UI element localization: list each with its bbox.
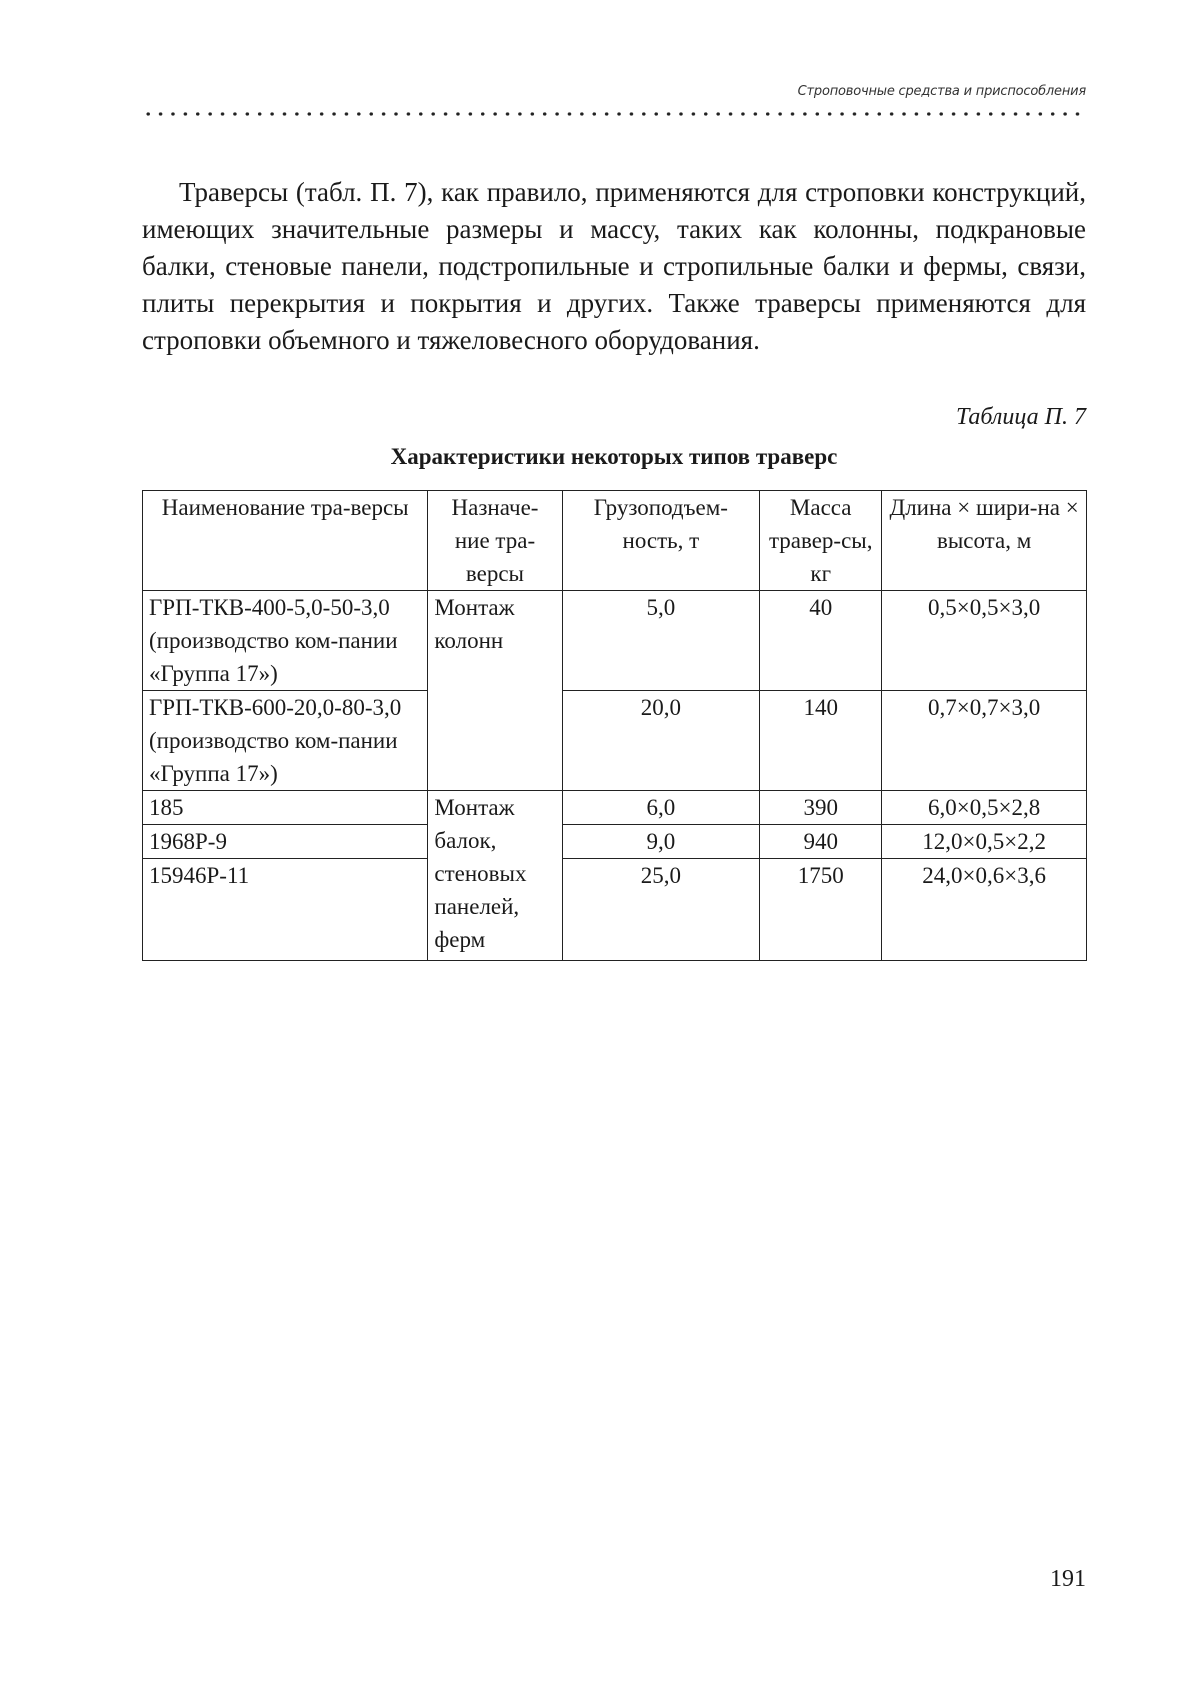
cell-dims: 6,0×0,5×2,8 — [882, 791, 1087, 825]
cell-dims: 0,5×0,5×3,0 — [882, 591, 1087, 691]
cell-name: 185 — [143, 791, 428, 825]
cell-mass: 40 — [760, 591, 882, 691]
cell-name: 1968Р-9 — [143, 825, 428, 859]
cell-name: ГРП-ТКВ-400-5,0-50-3,0 (производство ком-пании «Группа 17») — [143, 591, 428, 691]
cell-mass: 140 — [760, 691, 882, 791]
table-header-row — [143, 491, 1087, 591]
cell-mass: 390 — [760, 791, 882, 825]
cell-mass: 940 — [760, 825, 882, 859]
page-number: 191 — [1050, 1566, 1086, 1592]
cell-load: 6,0 — [562, 791, 760, 825]
cell-dims: 0,7×0,7×3,0 — [882, 691, 1087, 791]
header-mass: Масса травер-сы, кг — [760, 491, 882, 591]
header-load-capacity: Грузоподъем-ность, т — [562, 491, 760, 591]
running-head: Строповочные средства и приспособления — [797, 84, 1086, 99]
cell-purpose: Монтаж балок, стеновых панелей, ферм — [428, 791, 562, 961]
traverse-table — [142, 490, 1087, 961]
cell-load: 9,0 — [562, 825, 760, 859]
cell-load: 20,0 — [562, 691, 760, 791]
header-name: Наименование тра-верcы — [143, 491, 428, 591]
header-purpose: Назначе-ние тра-версы — [428, 491, 562, 591]
table-row — [143, 791, 1087, 825]
table-row — [143, 825, 1087, 859]
table-title: Характеристики некоторых типов траверс — [390, 444, 838, 469]
table-row — [143, 691, 1087, 791]
table-row — [143, 591, 1087, 691]
cell-load: 5,0 — [562, 591, 760, 691]
cell-name: ГРП-ТКВ-600-20,0-80-3,0 (производство ком-пании «Группа 17») — [143, 691, 428, 791]
cell-load: 25,0 — [562, 859, 760, 961]
table-label: Таблица П. 7 — [955, 404, 1086, 430]
cell-purpose: Монтаж колонн — [428, 591, 562, 791]
header-dotted-rule — [142, 112, 1086, 116]
cell-dims: 12,0×0,5×2,2 — [882, 825, 1087, 859]
header-dimensions: Длина × шири-на × высота, м — [882, 491, 1087, 591]
cell-mass: 1750 — [760, 859, 882, 961]
table-row — [143, 859, 1087, 961]
cell-dims: 24,0×0,6×3,6 — [882, 859, 1087, 961]
cell-name: 15946Р-11 — [143, 859, 428, 961]
body-paragraph: Траверсы (табл. П. 7), как правило, применяются для строповки конструкций, имеющих значительные размеры и массу, таких как колонны, подкрановые балки, стеновые панели, подстропильные и стропильные балки и фермы, связи, плиты перекрытия и покрытия и других. Также траверсы применяются для строповки объемного и тяжеловесного оборудования. — [142, 177, 1086, 355]
